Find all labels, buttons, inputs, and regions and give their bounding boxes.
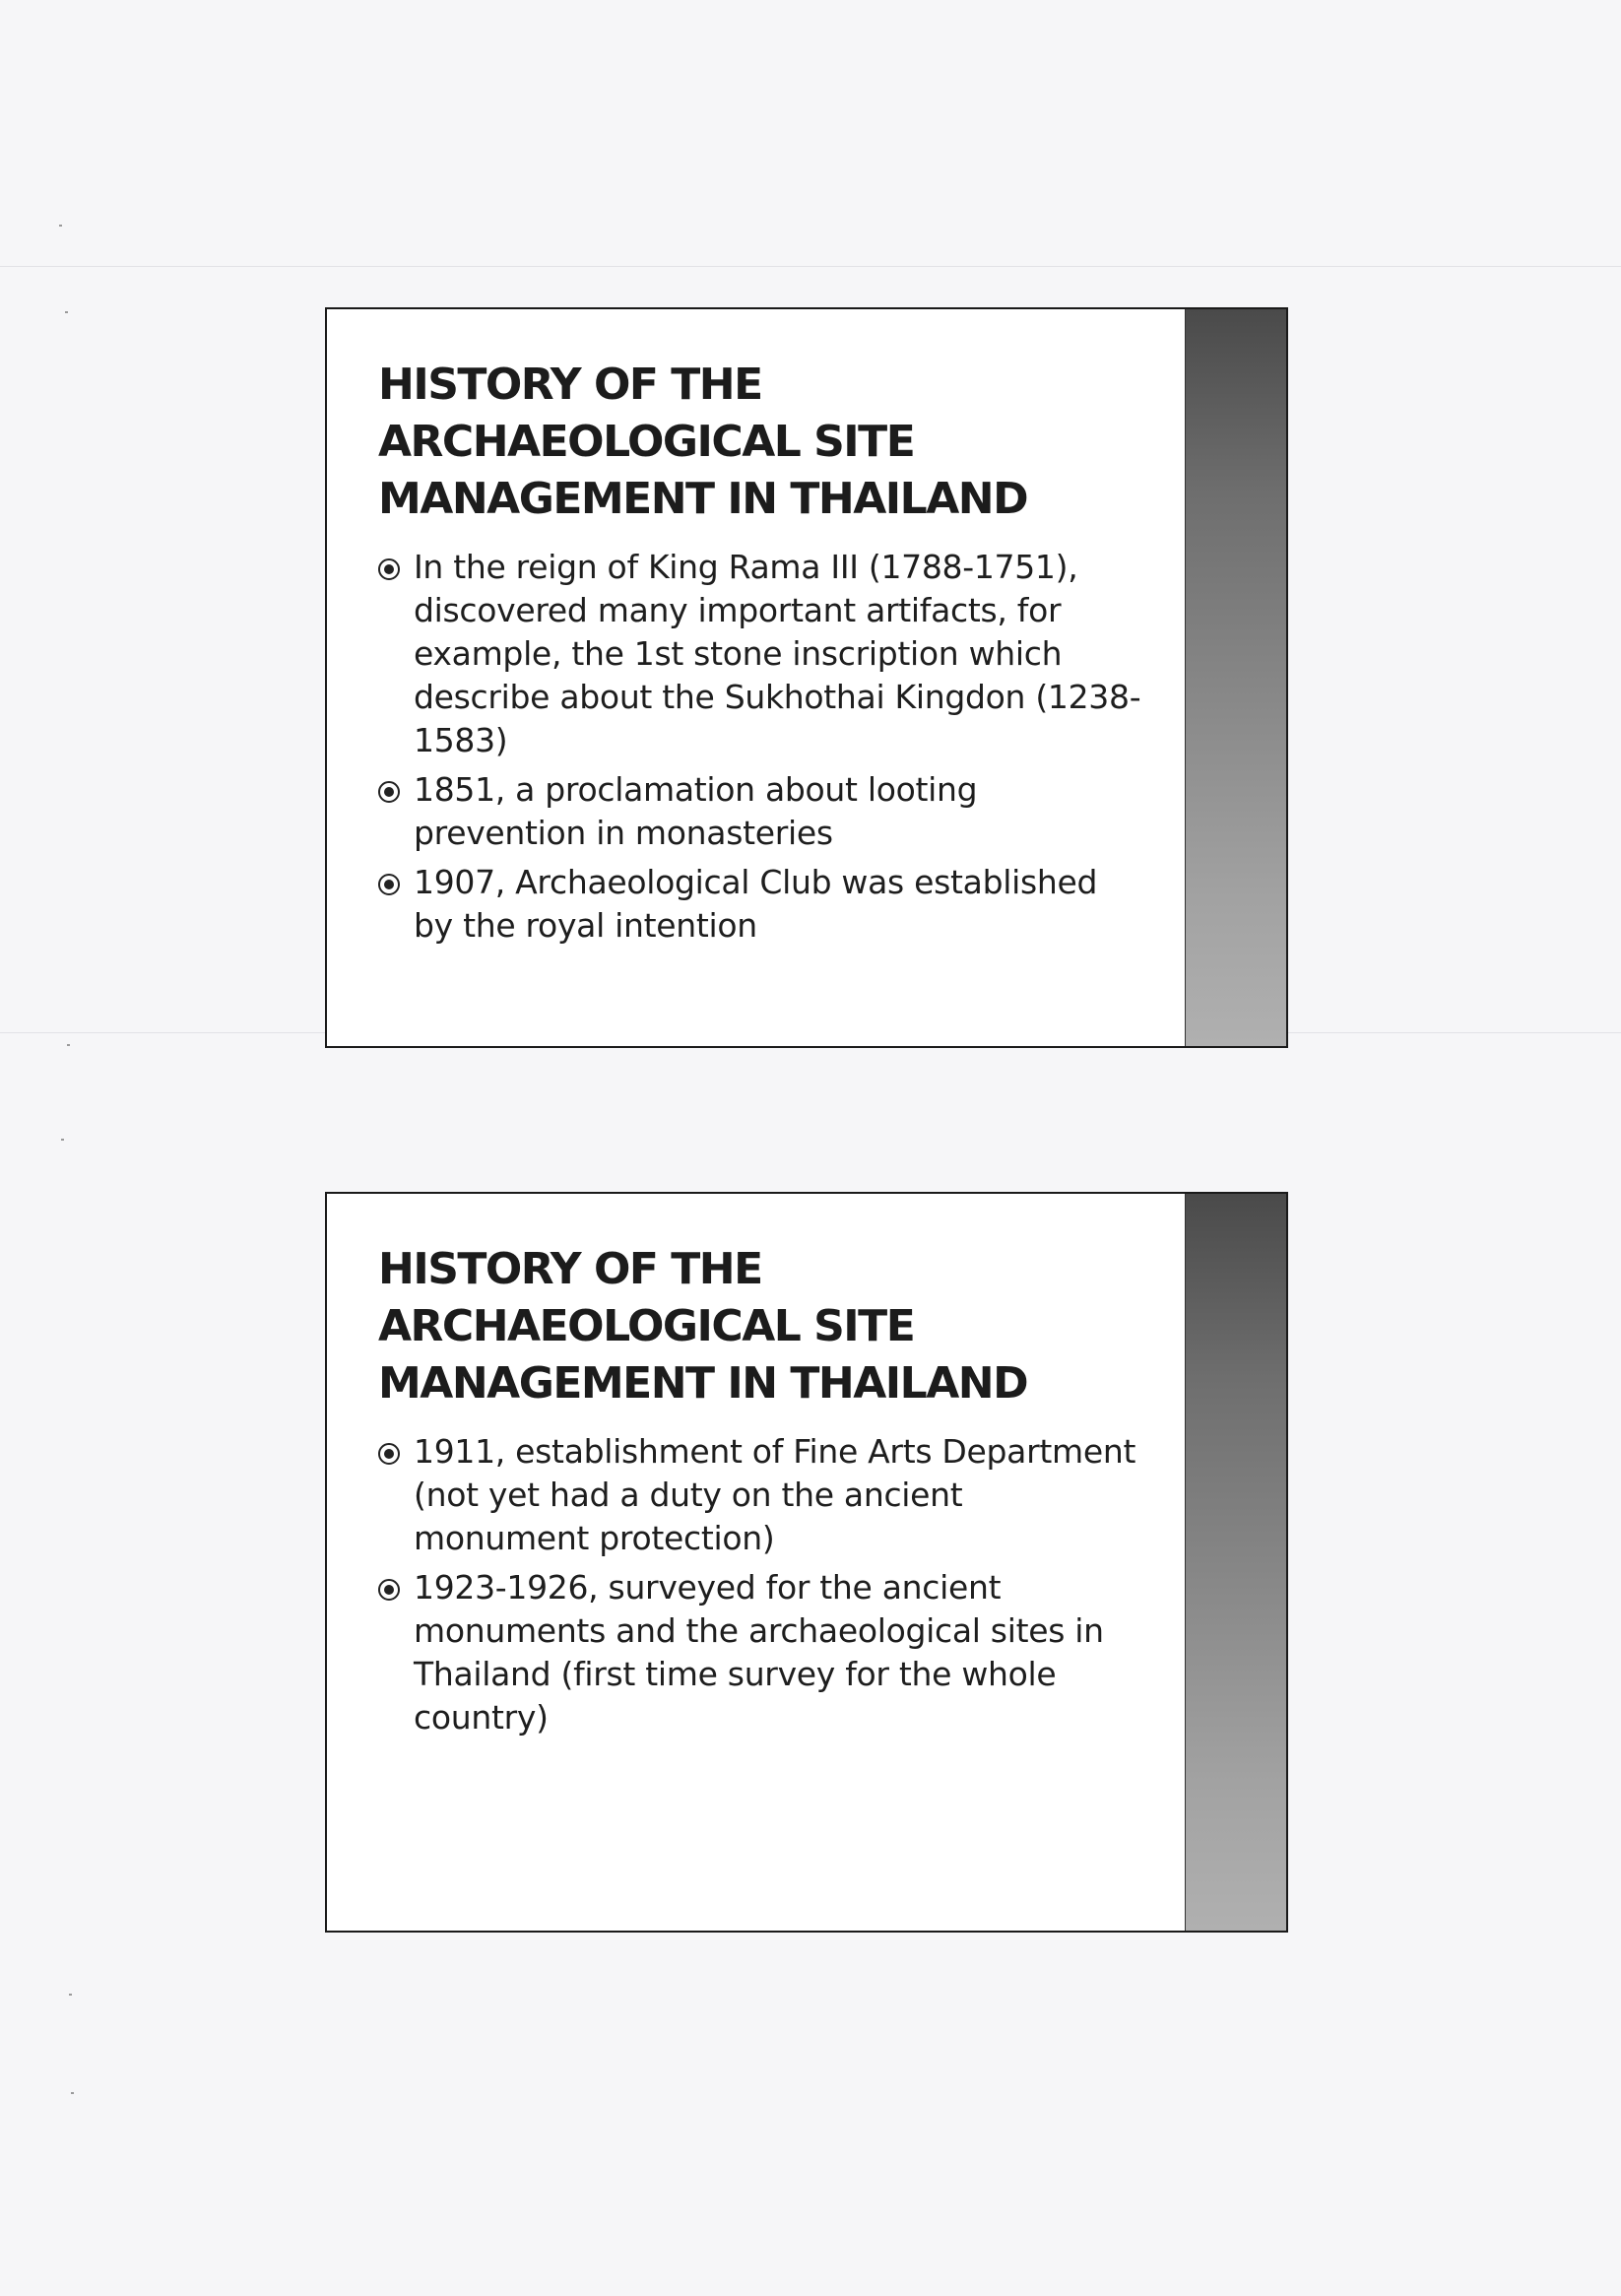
bullseye-bullet-icon <box>378 558 400 580</box>
slide-content <box>378 1241 1146 1745</box>
slide-2 <box>325 1192 1288 1933</box>
bullet-text: 1851, a proclamation about looting prevention in monasteries <box>414 770 978 852</box>
bullet-text: 1911, establishment of Fine Arts Department (not yet had a duty on the ancient monument protection) <box>414 1432 1136 1557</box>
bullet-list <box>378 546 1146 948</box>
bullet-item <box>378 768 1146 855</box>
scan-speck <box>67 1044 70 1046</box>
scan-speck <box>61 1139 64 1141</box>
slide-title: HISTORY OF THE ARCHAEOLOGICAL SITE MANAGEMENT IN THAILAND <box>378 360 1028 524</box>
bullseye-bullet-icon <box>378 874 400 895</box>
bullet-text: 1907, Archaeological Club was established by the royal intention <box>414 863 1098 945</box>
slide-content <box>378 357 1146 953</box>
bullseye-bullet-icon <box>378 1443 400 1465</box>
bullseye-bullet-icon <box>378 1579 400 1601</box>
scan-speck <box>69 1994 72 1996</box>
slide-title: HISTORY OF THE ARCHAEOLOGICAL SITE MANAGEMENT IN THAILAND <box>378 1244 1028 1409</box>
bullet-text: 1923-1926, surveyed for the ancient monuments and the archaeological sites in Thailand (first time survey for the whole country) <box>414 1568 1104 1737</box>
bullet-item <box>378 1566 1146 1739</box>
bullet-text: In the reign of King Rama III (1788-1751), discovered many important artifacts, for example, the 1st stone inscription which describe about the Sukhothai Kingdon (1238-1583) <box>414 548 1141 759</box>
slide-1 <box>325 307 1288 1048</box>
bullet-list <box>378 1430 1146 1739</box>
scan-speck <box>71 2092 74 2094</box>
slide-sidebar-gradient <box>1185 309 1286 1046</box>
scan-speck <box>59 225 62 227</box>
page-fold-line <box>0 266 1621 267</box>
scan-speck <box>65 311 68 313</box>
bullet-item <box>378 546 1146 762</box>
bullseye-bullet-icon <box>378 781 400 803</box>
slide-sidebar-gradient <box>1185 1194 1286 1931</box>
bullet-item <box>378 1430 1146 1560</box>
bullet-item <box>378 861 1146 948</box>
